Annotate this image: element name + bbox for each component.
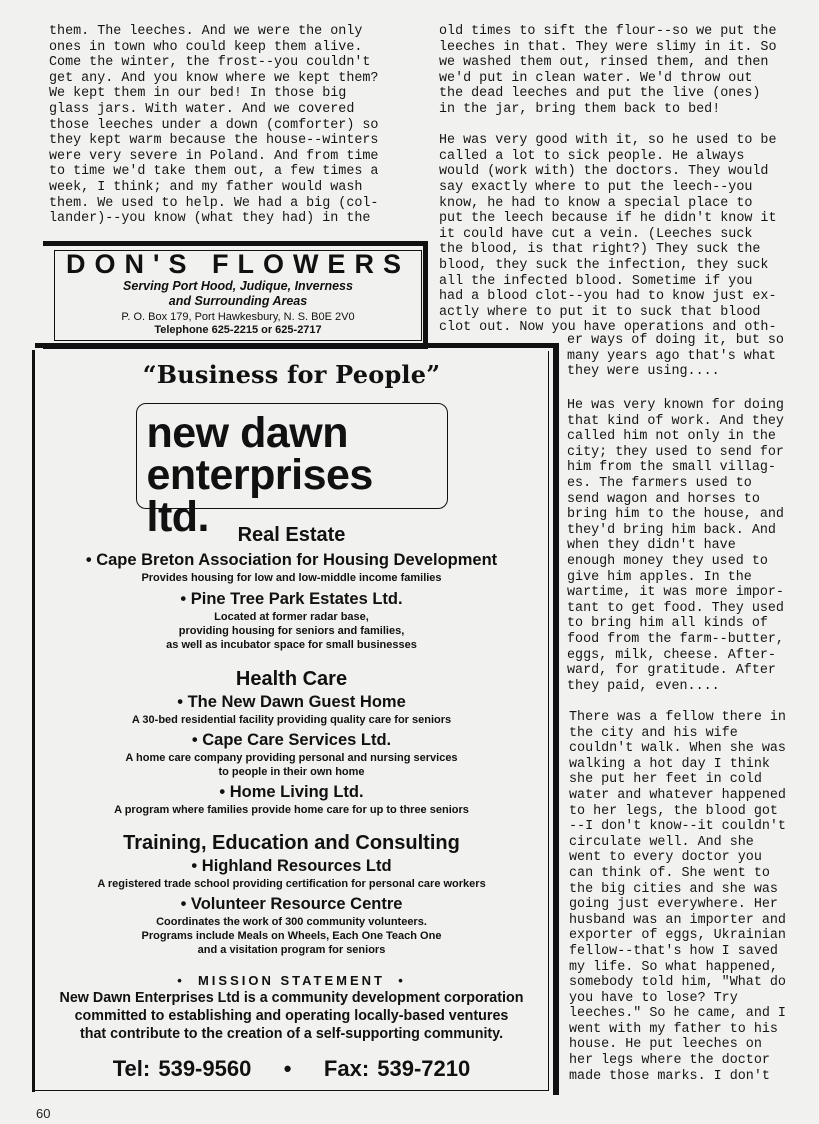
business-description: Programs include Meals on Wheels, Each One Teach One (141, 930, 442, 942)
business-description: to people in their own home (218, 766, 365, 778)
section-title: Real Estate (237, 524, 346, 546)
dons-flowers-name: DON'S FLOWERS (66, 249, 410, 279)
new-dawn-logo-line: enterprises ltd. (146, 451, 373, 541)
dons-flowers-address: P. O. Box 179, Port Hawkesbury, N. S. B0E 2V0 (121, 311, 355, 323)
new-dawn-logo-line: new dawn (146, 409, 348, 457)
business-description: providing housing for seniors and families, (178, 625, 405, 637)
business-description: Coordinates the work of 300 community volunteers. (156, 916, 427, 928)
section-training (35, 831, 548, 957)
business-name: • Volunteer Resource Centre (180, 895, 403, 913)
dons-flowers-ad (54, 250, 422, 341)
dons-flowers-telephone: Telephone 625-2215 or 625-2717 (154, 324, 322, 336)
page-number: 60 (36, 1106, 51, 1121)
dons-flowers-service-line: and Surrounding Areas (168, 294, 308, 308)
business-description: and a visitation program for seniors (197, 944, 386, 956)
mission-line: committed to establishing and operating locally-based ventures (74, 1008, 509, 1024)
business-name: • Highland Resources Ltd (191, 857, 392, 875)
article-text-right-bottom: There was a fellow there in the city and his wife couldn't walk. When she was walking a hot day I think she put her feet in cold water and whatever happened to her legs, the blood got --I don't know--it couldn't circulate well. And she went to every doctor you can think of. She went to the big cities and she was going just everywhere. Her husband was an importer and exporter of eggs, Ukrainian fellow--that's how I saved my life. So what happened, somebody told him, "What do you have to lose? Try leeches." So he came, and I went with my father to his house. He put leeches on her legs where the doctor made those marks. I don't (569, 710, 786, 1084)
article-text-right-wrap: er ways of doing it, but so many years ago that's what they were using.... (567, 333, 784, 380)
business-description: A registered trade school providing certification for personal care workers (97, 878, 486, 890)
section-health-care (35, 667, 548, 817)
business-description: A program where families provide home care for up to three seniors (114, 804, 469, 816)
mission-line: New Dawn Enterprises Ltd is a community development corporation (59, 990, 524, 1006)
business-description: Provides housing for low and low-middle income families (141, 572, 442, 584)
business-name: • Home Living Ltd. (219, 783, 364, 801)
article-text-left-top: them. The leeches. And we were the only ones in town who could keep them alive. Come the winter, the frost--you couldn't get any. And you know where we kept them? We kept them in our bed! In those big glass jars. With water. And we covered those leeches under a down (comforter) so they kept warm because the house--winters were very severe in Poland. And from time to time we'd take them out, a few times a week, I think; and my father would wash them. We used to help. We had a big (col- lander)--you know (what they had) in the (49, 24, 379, 227)
mission-statement-text (35, 989, 548, 1043)
business-name: • Cape Care Services Ltd. (191, 731, 392, 749)
dons-flowers-service-line: Serving Port Hood, Judique, Inverness (123, 279, 353, 293)
business-description: as well as incubator space for small businesses (166, 639, 417, 651)
new-dawn-ad-frame-right (553, 343, 559, 1095)
dons-flowers-service-area (55, 279, 421, 309)
new-dawn-ad (35, 351, 549, 1091)
business-name: • The New Dawn Guest Home (177, 693, 406, 711)
article-text-right-middle: He was very known for doing that kind of work. And they called him not only in the city; they used to send for him from the small villag- es. The farmers used to send wagon and horses to bring him to the house, and they'd bring him back. And when they didn't have enough money they used to give him apples. In the wartime, it was more impor- tant to get food. They used to bring him all kinds of food from the farm--butter, eggs, milk, cheese. After- ward, for gratitude. After they paid, even.... (567, 398, 784, 694)
section-title: Training, Education and Consulting (123, 832, 460, 854)
article-text-right-top: old times to sift the flour--so we put the leeches in that. They were slimy in it. So we washed them out, rinsed them, and then we'd put in clean water. We'd throw out the dead leeches and put the live (ones) in the jar, bring them back to bed! He was very good with it, so he used to be called a lot to sick people. He always would (work with) the doctors. They would say exactly where to put the leech--you know, he had to know a special place to put the leech because if he didn't know it it could have cut a vein. (Leeches suck the blood, is that right?) They suck the blood, they suck the infection, they suck all the infected blood. Sometime if you had a blood clot--you had to know just ex- actly where to put it to suck that blood clot out. Now you have operations and oth- (439, 24, 777, 336)
business-name: • Cape Breton Association for Housing Development (85, 551, 498, 569)
section-title: Health Care (235, 668, 348, 690)
mission-line: that contribute to the creation of a self-supporting community. (79, 1026, 504, 1042)
new-dawn-ad-frame-top (35, 343, 557, 348)
contact-numbers: Tel: 539-9560 • Fax: 539-7210 (112, 1056, 471, 1081)
business-description: A home care company providing personal and nursing services (125, 752, 458, 764)
mission-statement (35, 973, 548, 1043)
section-real-estate (35, 523, 548, 652)
mission-statement-title: • MISSION STATEMENT • (177, 973, 406, 988)
business-description: A 30-bed residential facility providing quality care for seniors (131, 714, 452, 726)
business-description: Located at former radar base, (214, 611, 369, 623)
business-name: • Pine Tree Park Estates Ltd. (180, 590, 403, 608)
new-dawn-slogan: “Business for People” (142, 360, 441, 389)
